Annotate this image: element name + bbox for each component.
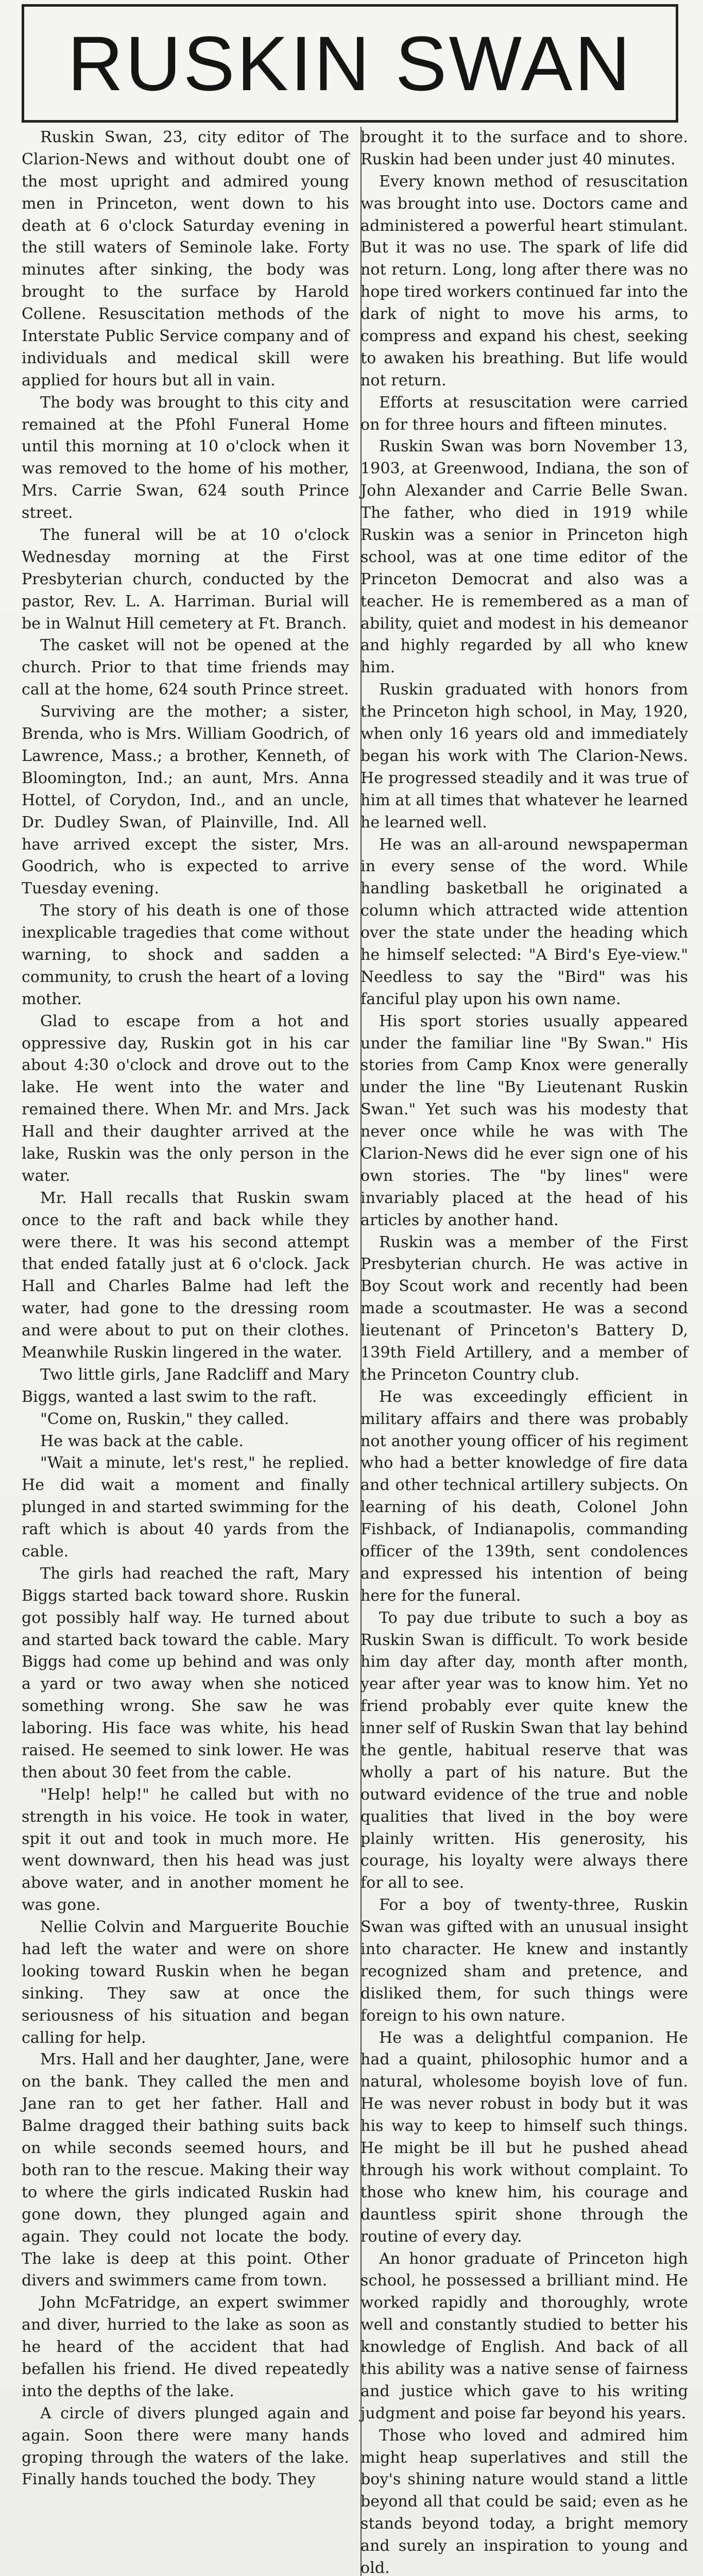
left-paragraph: The casket will not be opened at the church. Prior to that time friends may call at the home, 624 south Prince street.	[22, 636, 349, 699]
right-paragraph: Efforts at resuscitation were carried on for three hours and fifteen minutes.	[361, 393, 688, 434]
left-paragraph: He was back at the cable.	[40, 1432, 244, 1450]
left-paragraph: The girls had reached the raft, Mary Biggs started back toward shore. Ruskin got possibly half way. He turned about and started back toward the cable. Mary Biggs had come up behind and was only a yard or two away when she noticed something wrong. She saw he was laboring. His face was white, his head raised. He seemed to sink lower. He was then about 30 feet from the cable.	[22, 1564, 349, 1782]
left-column	[22, 127, 349, 2576]
left-paragraph: John McFatridge, an expert swimmer and diver, hurried to the lake as soon as he heard of the accident that had befallen his friend. He dived repeatedly into the depths of the lake.	[22, 2294, 349, 2400]
right-paragraph: Every known method of resuscitation was brought into use. Doctors came and administered a powerful heart stimulant. But it was no use. The spark of life did not return. Long, long after there was no hope tired workers continued far into the dark of night to move his arms, to compress and expand his chest, seeking to awaken his breathing. But life would not return.	[361, 172, 688, 389]
right-paragraph: Those who loved and admired him might heap superlatives and still the boy's shining nature would stand a little beyond all that could be said; even as he stands beyond today, a bright memory and surely an inspiration to young and old.	[361, 2426, 688, 2576]
right-paragraph: He was exceedingly efficient in military affairs and there was probably not another young officer of his regiment who had a better knowledge of fire data and other technical artillery subjects. On learning of his death, Colonel John Fishback, of Indianapolis, commanding officer of the 139th, sent condolences and expressed his intention of being here for the funeral.	[361, 1387, 688, 1605]
right-paragraph: For a boy of twenty-three, Ruskin Swan was gifted with an unusual insight into character. He knew and instantly recognized sham and pretence, and disliked them, for such things were foreign to his own nature.	[361, 1896, 688, 2025]
left-paragraph: Surviving are the mother; a sister, Brenda, who is Mrs. William Goodrich, of Lawrence, Mass.; a brother, Kenneth, of Bloomington, Ind.; an aunt, Mrs. Anna Hottel, of Corydon, Ind., and an uncle, Dr. Dudley Swan, of Plainville, Ind. All have arrived except the sister, Mrs. Goodrich, who is expected to arrive Tuesday evening.	[22, 703, 349, 898]
left-paragraph: "Help! help!" he called but with no strength in his voice. He took in water, spit it out and took in much more. He went downward, then his head was just above water, and in another moment he was gone.	[22, 1785, 349, 1914]
right-paragraph: Ruskin graduated with honors from the Princeton high school, in May, 1920, when only 16 years old and immediately began his work with The Clarion-News. He progressed steadily and it was true of him at all times that whatever he learned he learned well.	[361, 681, 688, 832]
left-paragraph: Glad to escape from a hot and oppressive day, Ruskin got in his car about 4:30 o'clock and drove out to the lake. He went into the water and remained there. When Mr. and Mrs. Jack Hall and their daughter arrived at the lake, Ruskin was the only person in the water.	[22, 1012, 349, 1185]
left-paragraph: The body was brought to this city and remained at the Pfohl Funeral Home until this morning at 10 o'clock when it was removed to the home of his mother, Mrs. Carrie Swan, 624 south Prince street.	[22, 393, 349, 522]
headline-box	[22, 4, 678, 123]
right-paragraph: His sport stories usually appeared under the familiar line "By Swan." His stories from Camp Knox were generally under the line "By Lieutenant Ruskin Swan." Yet such was his modesty that never once while he was with The Clarion-News did he ever sign one of his own stories. The "by lines" were invariably placed at the head of his articles by another hand.	[361, 1012, 688, 1229]
left-paragraph: The funeral will be at 10 o'clock Wednesday morning at the First Presbyterian church, conducted by the pastor, Rev. L. A. Harriman. Burial will be in Walnut Hill cemetery at Ft. Branch.	[22, 526, 349, 633]
left-paragraph: Mrs. Hall and her daughter, Jane, were on the bank. They called the men and Jane ran to get her father. Hall and Balme dragged their bathing suits back on while seconds seemed hours, and both ran to the rescue. Making their way to where the girls indicated Ruskin had gone down, they plunged again and again. They could not locate the body. The lake is deep at this point. Other divers and swimmers came from town.	[22, 2050, 349, 2290]
right-paragraph: To pay due tribute to such a boy as Ruskin Swan is difficult. To work beside him day after day, month after month, year after year was to know him. Yet no friend probably ever quite knew the inner self of Ruskin Swan that lay behind the gentle, habitual reserve that was wholly a part of his nature. But the outward evidence of the true and noble qualities that lived in the boy were plainly written. His generosity, his courage, his loyalty were always there for all to see.	[361, 1608, 688, 1892]
left-paragraph: Two little girls, Jane Radcliff and Mary Biggs, wanted a last swim to the raft.	[22, 1365, 349, 1406]
left-paragraph: Ruskin Swan, 23, city editor of The Clarion-News and without doubt one of the most upright and admired young men in Princeton, went down to his death at 6 o'clock Saturday evening in the still waters of Seminole lake. Forty minutes after sinking, the body was brought to the surface by Harold Collene. Resuscitation methods of the Interstate Public Service company and of individuals and medical skill were applied for hours but all in vain.	[22, 128, 349, 389]
right-paragraph: brought it to the surface and to shore. Ruskin had been under just 40 minutes.	[361, 128, 688, 168]
left-paragraph: "Wait a minute, let's rest," he replied. He did wait a moment and finally plunged in and started swimming for the raft which is about 40 yards from the cable.	[22, 1454, 349, 1561]
left-paragraph: Nellie Colvin and Marguerite Bouchie had left the water and were on shore looking toward Ruskin when he began sinking. They saw at once the seriousness of his situation and began calling for help.	[22, 1918, 349, 2047]
right-paragraph: He was an all-around newspaperman in every sense of the word. While handling basketball he originated a column which attracted wide attention over the state under the heading which he himself selected: "A Bird's Eye-view." Needless to say the "Bird" was his fanciful play upon his own name.	[361, 835, 688, 1008]
left-paragraph: The story of his death is one of those inexplicable tragedies that come without warning, to shock and sadden a community, to crush the heart of a loving mother.	[22, 902, 349, 1008]
right-paragraph: Ruskin was a member of the First Presbyterian church. He was active in Boy Scout work and recently had been made a scoutmaster. He was a second lieutenant of Princeton's Battery D, 139th Field Artillery, and a member of the Princeton Country club.	[361, 1233, 688, 1384]
right-paragraph: He was a delightful companion. He had a quaint, philosophic humor and a natural, wholesome boyish love of fun. He was never robust in body but it was his way to keep to himself such things. He might be ill but he pushed ahead through his work without complaint. To those who knew him, his courage and dauntless spirit shone through the routine of every day.	[361, 2028, 688, 2246]
right-column	[361, 127, 688, 2576]
right-paragraph: Ruskin Swan was born November 13, 1903, at Greenwood, Indiana, the son of John Alexander and Carrie Belle Swan. The father, who died in 1919 while Ruskin was a senior in Princeton high school, was at one time editor of the Princeton Democrat and also was a teacher. He is remembered as a man of ability, quiet and modest in his demeanor and highly regarded by all who knew him.	[361, 437, 688, 677]
headline: RUSKIN SWAN	[67, 20, 632, 107]
left-paragraph: "Come on, Ruskin," they called.	[40, 1410, 289, 1428]
left-paragraph: A circle of divers plunged again and again. Soon there were many hands groping through the waters of the lake. Finally hands touched the body. They	[22, 2404, 349, 2489]
right-paragraph: An honor graduate of Princeton high school, he possessed a brilliant mind. He worked rapidly and thoroughly, wrote well and constantly studied to better his knowledge of English. And back of all this ability was a native sense of fairness and justice which gave to his writing judgment and poise far beyond his years.	[361, 2249, 688, 2422]
article-columns	[22, 127, 689, 2576]
left-paragraph: Mr. Hall recalls that Ruskin swam once to the raft and back while they were there. It was his second attempt that ended fatally just at 6 o'clock. Jack Hall and Charles Balme had left the water, had gone to the dressing room and were about to put on their clothes. Meanwhile Ruskin lingered in the water.	[22, 1189, 349, 1362]
